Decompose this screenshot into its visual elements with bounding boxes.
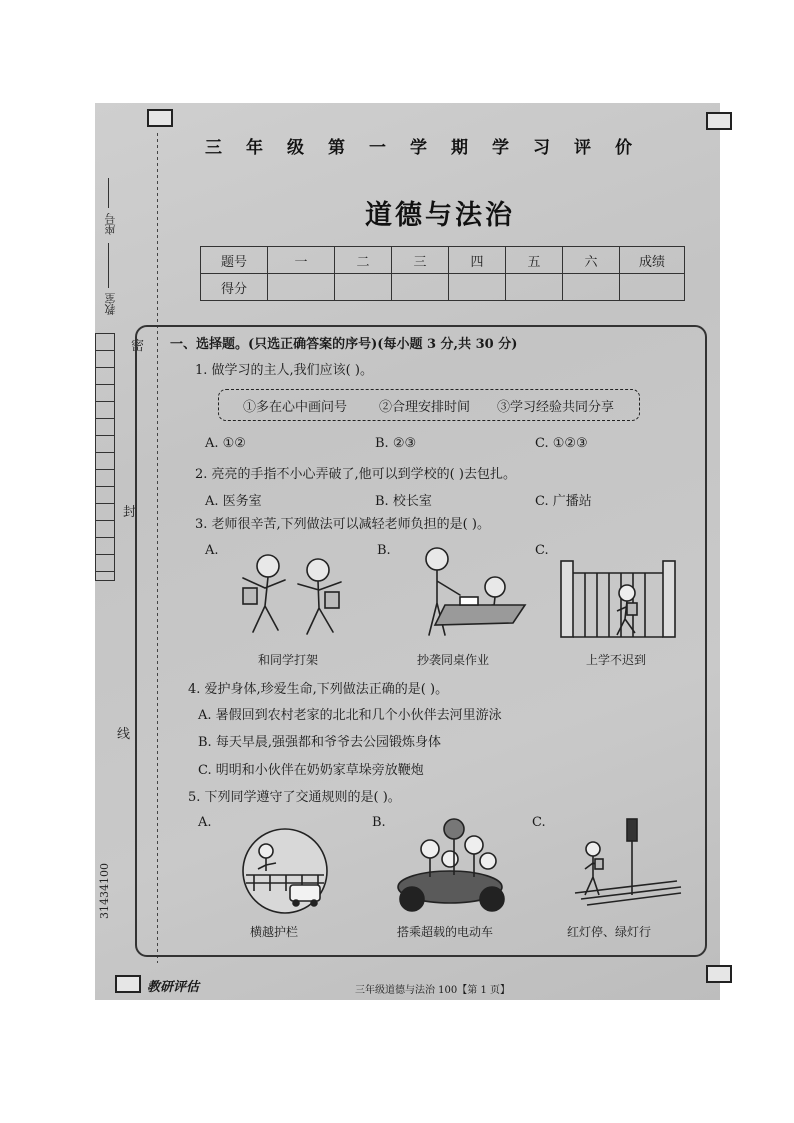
q4-option-a[interactable]: A. 暑假回到农村老家的北北和几个小伙伴去河里游泳 [198,708,502,723]
footer-page-number: 三年级道德与法治 100【第 1 页】 [355,985,510,996]
corner-mark-bottom-right [706,965,732,983]
score-input-cell[interactable] [506,274,563,301]
q1-option-a[interactable]: A. ①② [205,436,246,451]
corner-mark-top-left [147,109,173,127]
score-cell: 五 [506,247,563,274]
exam-paper [95,103,720,1000]
question-1: 1. 做学习的主人,我们应该( )。 [195,363,373,378]
score-cell: 三 [392,247,449,274]
score-cell: 成绩 [620,247,685,274]
q5-caption-c: 红灯停、绿灯行 [567,925,652,939]
q5-label-a[interactable]: A. [198,815,212,830]
student-id-grid [95,333,115,581]
score-cell: 一 [268,247,335,274]
seal-char-feng: 封 [123,505,137,520]
question-4: 4. 爱护身体,珍爱生命,下列做法正确的是( )。 [188,682,449,697]
q1-box-item-3: ③学习经验共同分享 [497,400,615,415]
score-cell: 四 [449,247,506,274]
score-table-header-row [201,247,685,274]
seat-label: 座号 [104,213,117,235]
crossing-barrier-illustration [230,825,340,917]
seal-char-xian: 线 [117,727,131,742]
seat-underline [108,178,109,208]
q3-label-c[interactable]: C. [535,543,549,558]
score-input-cell[interactable] [449,274,506,301]
q2-option-c[interactable]: C. 广播站 [535,494,592,509]
corner-mark-bottom-left [115,975,141,993]
q4-option-c[interactable]: C. 明明和小伙伴在奶奶家草垛旁放鞭炮 [198,763,424,778]
score-input-cell[interactable] [563,274,620,301]
q3-caption-a: 和同学打架 [258,653,319,667]
q3-label-b[interactable]: B. [377,543,391,558]
question-1-choice-box [218,389,640,421]
serial-number: 31434100 [98,863,111,919]
score-cell: 题号 [201,247,268,274]
score-cell: 得分 [201,274,268,301]
q4-option-b[interactable]: B. 每天早晨,强强都和爷爷去公园锻炼身体 [198,735,441,750]
class-label: 教室 [104,293,117,315]
seal-char-mi: 密 [131,339,145,354]
question-2: 2. 亮亮的手指不小心弄破了,他可以到学校的( )去包扎。 [195,467,516,482]
q3-caption-c: 上学不迟到 [586,653,647,667]
copying-homework-illustration [405,543,535,639]
question-3: 3. 老师很辛苦,下列做法可以减轻老师负担的是( )。 [195,517,490,532]
class-underline [108,243,109,288]
q1-option-b[interactable]: B. ②③ [375,436,417,451]
q1-box-item-1: ①多在心中画问号 [243,400,348,415]
q5-caption-a: 横越护栏 [250,925,299,939]
score-cell: 六 [563,247,620,274]
q5-label-b[interactable]: B. [372,815,386,830]
q5-label-c[interactable]: C. [532,815,546,830]
q2-option-b[interactable]: B. 校长室 [375,494,432,509]
traffic-light-illustration [565,815,683,911]
score-cell: 二 [335,247,392,274]
overloaded-scooter-illustration [388,815,523,915]
section-heading: 一、选择题。(只选正确答案的序号)(每小题 3 分,共 30 分) [170,337,518,352]
score-input-cell[interactable] [268,274,335,301]
footer-left: 教研评估 [147,980,200,995]
fighting-students-illustration [223,548,363,640]
q1-box-item-2: ②合理安排时间 [379,400,471,415]
score-table [200,246,685,301]
score-input-cell[interactable] [335,274,392,301]
score-table-score-row [201,274,685,301]
q3-caption-b: 抄袭同桌作业 [417,653,490,667]
corner-mark-top-right [706,112,732,130]
q3-label-a[interactable]: A. [205,543,219,558]
score-input-cell[interactable] [620,274,685,301]
question-5: 5. 下列同学遵守了交通规则的是( )。 [188,790,401,805]
score-input-cell[interactable] [392,274,449,301]
q5-caption-b: 搭乘超载的电动车 [397,925,494,939]
q1-option-c[interactable]: C. ①②③ [535,436,588,451]
school-title: 三年级第一学期学习评价 [205,138,656,158]
school-gate-illustration [555,553,683,641]
q2-option-a[interactable]: A. 医务室 [205,494,262,509]
subject-title: 道德与法治 [365,200,515,231]
